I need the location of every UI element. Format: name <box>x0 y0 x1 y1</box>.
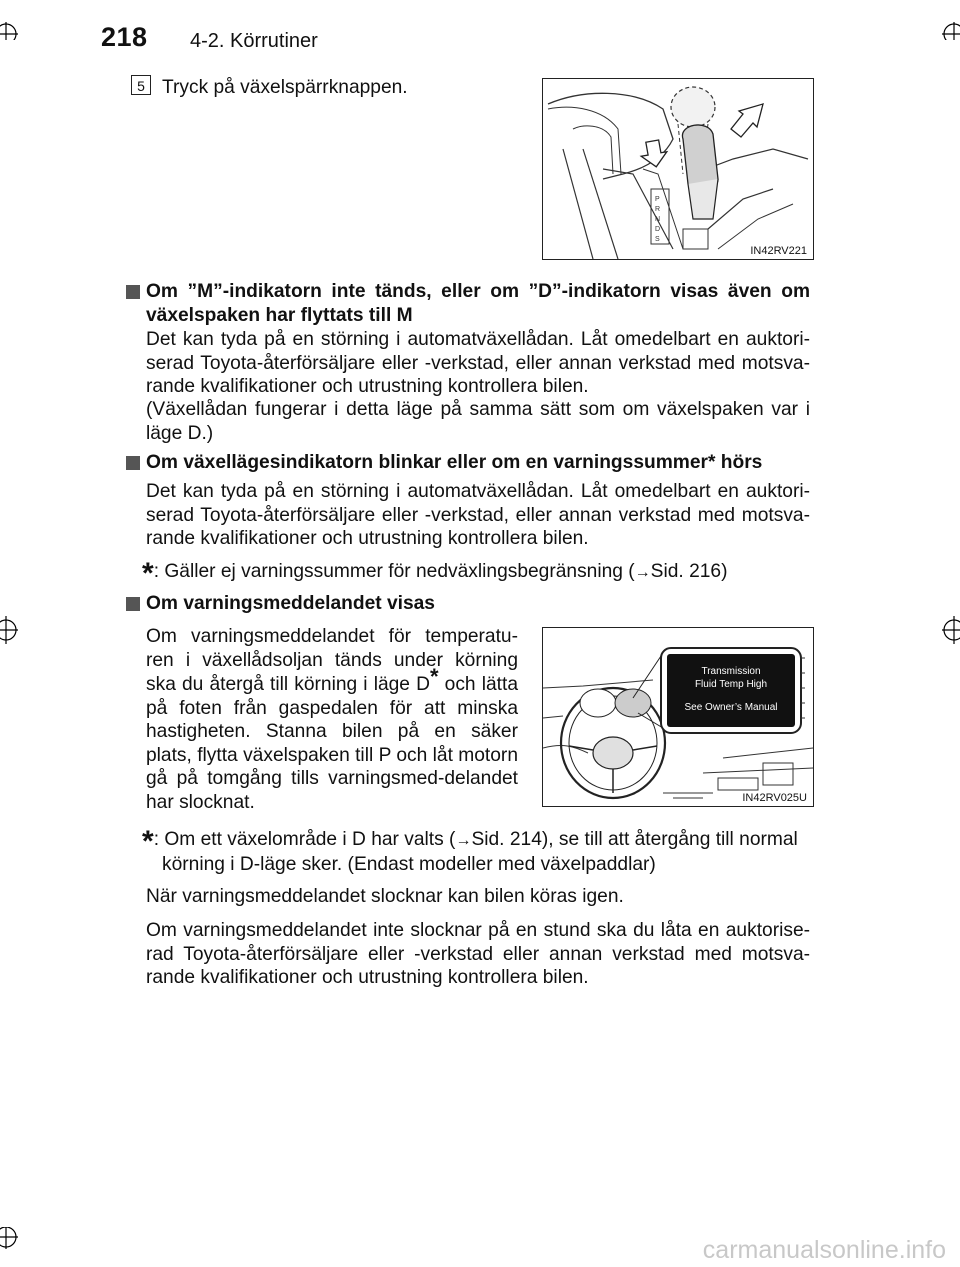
footnote-star: * <box>142 825 154 858</box>
registration-mark-middle-left <box>0 610 30 650</box>
figure-code: IN42RV221 <box>750 245 807 257</box>
registration-mark-top-right <box>920 0 960 40</box>
shift-lever-figure <box>542 78 814 260</box>
svg-text:P: P <box>655 196 660 203</box>
step-number-badge: 5 <box>131 75 151 95</box>
paragraph: Om varningsmeddelandet för temperatu-ren i växellådsoljan tänds under körning ska du återgå till körning i läge D* och lätta på foten från gaspedalen för att minska hastigheten. Stanna bilen på en säker plats, flytta växelspaken till P och låt motorn gå på tomgång tills varningsmed-delandet har slocknat. <box>146 626 518 813</box>
registration-mark-middle-right <box>930 610 960 650</box>
page-number: 218 <box>101 22 148 52</box>
svg-text:D: D <box>655 226 661 233</box>
arrow-right-icon: → <box>455 832 472 849</box>
arrow-right-icon: → <box>634 564 651 581</box>
registration-mark-bottom-left <box>0 1227 40 1267</box>
shift-lever-illustration <box>543 79 813 259</box>
svg-text:S: S <box>655 236 660 243</box>
step-text: Tryck på växelspärrknappen. <box>162 77 408 98</box>
topic-bullet <box>126 285 140 299</box>
figure-code: IN42RV025U <box>742 792 807 804</box>
warning-display-text: Transmission Fluid Temp High See Owner’s Manual <box>684 666 778 713</box>
warning-message-figure <box>542 627 814 807</box>
topic-bullet <box>126 456 140 470</box>
footnote-star: * <box>142 557 154 590</box>
paragraph: Om varningsmeddelandet inte slocknar på en stund ska du låta en auktorise-rad Toyota-återförsäljare eller -verkstad eller annan verkstad med motsva-rande kvalifikationer och utrustning kontrollera bilen. <box>146 920 810 988</box>
watermark: carmanualsonline.info <box>702 1236 946 1264</box>
topic-heading: Om ”M”-indikatorn inte tänds, eller om ”D”-indikatorn visas även om växelspaken har flyttats till M <box>146 281 810 326</box>
footnote: *: Om ett växelområde i D har valts (→Sid. 214), se till att återgång till normal körning i D-läge sker. (Endast modeller med växelpaddlar) <box>142 825 798 875</box>
svg-text:R: R <box>655 206 661 213</box>
paragraph: Det kan tyda på en störning i automatväxellådan. Låt omedelbart en auktori-serad Toyota-återförsäljare eller -verkstad, eller annan verkstad med motsva-rande kvalifikationer och utrustning kontrollera bilen. <box>146 481 810 549</box>
footnote-star: * <box>429 664 439 689</box>
paragraph: (Växellådan fungerar i detta läge på samma sätt som om växelspaken var i läge D.) <box>146 399 810 444</box>
topic-heading: Om växellägesindikatorn blinkar eller om en varningssummer* hörs <box>146 452 763 473</box>
paragraph: Det kan tyda på en störning i automatväxellådan. Låt omedelbart en auktori-serad Toyota-återförsäljare eller -verkstad, eller annan verkstad med motsva-rande kvalifikationer och utrustning kontrollera bilen. <box>146 329 810 397</box>
section-title: 4-2. Körrutiner <box>190 30 318 52</box>
footnote: *: Gäller ej varningssummer för nedväxlingsbegränsning (→Sid. 216) <box>142 557 728 590</box>
topic-bullet <box>126 597 140 611</box>
registration-mark-top-left <box>0 0 40 40</box>
svg-text:N: N <box>655 216 661 223</box>
topic-heading: Om varningsmeddelandet visas <box>146 593 435 614</box>
paragraph: När varningsmeddelandet slocknar kan bilen köras igen. <box>146 886 624 907</box>
dashboard-illustration <box>543 628 813 806</box>
